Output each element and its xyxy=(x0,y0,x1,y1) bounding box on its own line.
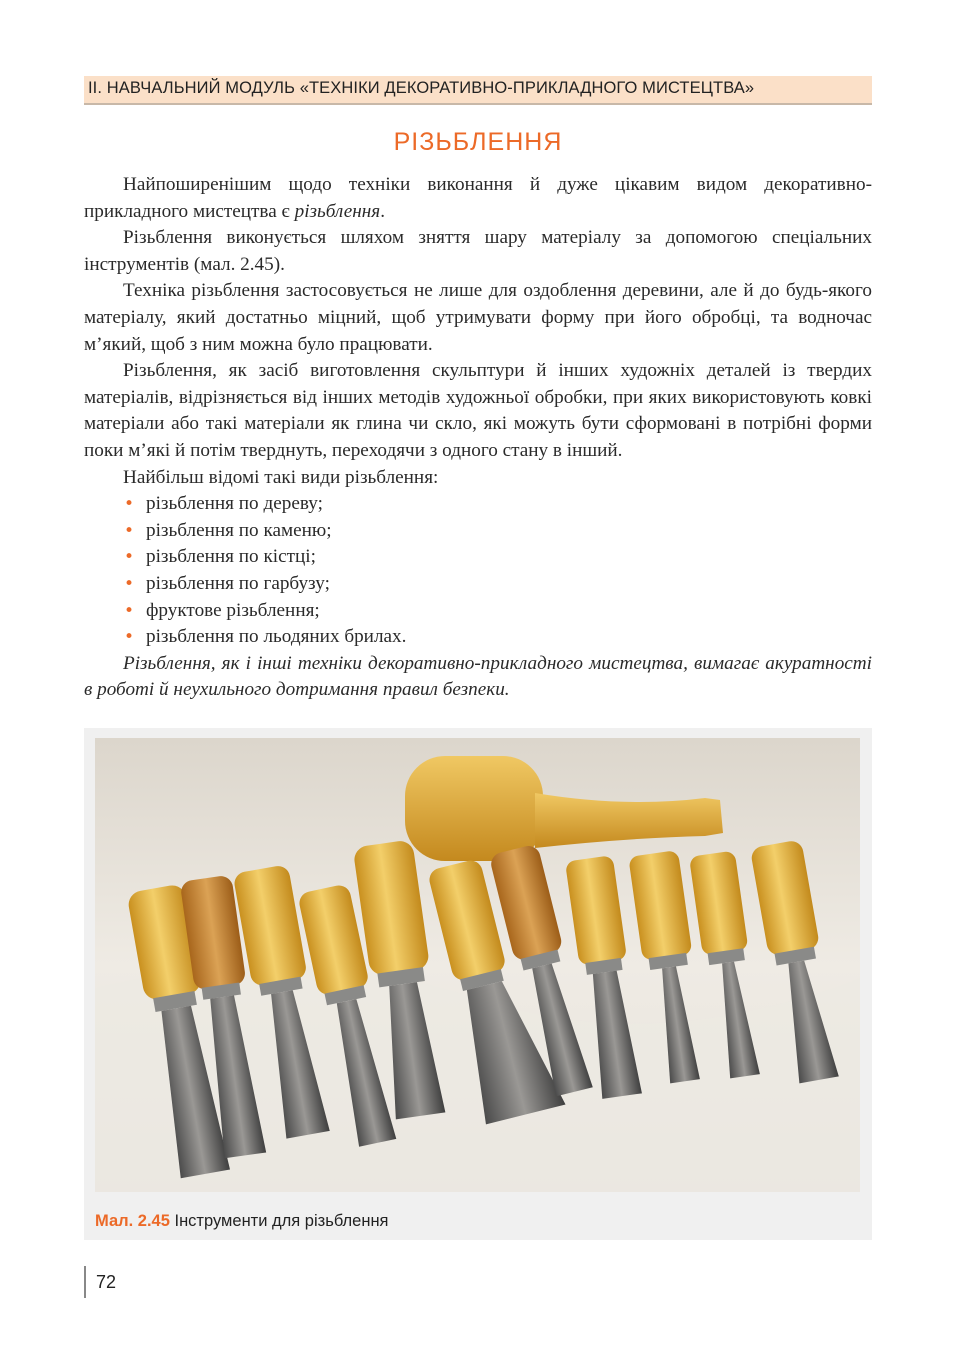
figure-caption xyxy=(95,1212,389,1231)
paragraph-4: Різьблення, як засіб виготовлення скульптури й інших художніх деталей із твердих матеріалів, відрізняється від інших методів художньої обробки, при яких використовують ковкі матеріали або такі матеріали як глина чи скло, які можуть бути сформовані в потрібні форми поки м’які й потім тверднуть, переходячи з одного стану в інший. xyxy=(84,360,872,461)
paragraph-1-term: різьблення xyxy=(294,200,381,222)
carving-types-list xyxy=(84,491,872,651)
list-item-text: різьблення по гарбузу; xyxy=(146,572,330,594)
list-item xyxy=(84,518,872,545)
bullet-icon: • xyxy=(124,494,135,515)
paragraph-5: Найбільш відомі такі види різьблення: xyxy=(123,466,439,488)
bullet-icon: • xyxy=(124,573,135,594)
page-number: 72 xyxy=(96,1272,117,1292)
list-item xyxy=(84,571,872,598)
bullet-icon: • xyxy=(124,600,135,621)
list-item-text: фруктове різьблення; xyxy=(146,599,320,621)
list-item-text: різьблення по каменю; xyxy=(146,519,332,541)
running-header xyxy=(84,76,872,105)
paragraph-2: Різьблення виконується шляхом зняття шару матеріалу за допомогою спеціальних інструментів (мал. 2.45). xyxy=(84,227,872,275)
list-item-text: різьблення по дереву; xyxy=(146,493,323,515)
paragraph-1-end: . xyxy=(380,200,386,222)
page-number-rule xyxy=(84,1266,86,1298)
figure-caption-text: Інструменти для різьблення xyxy=(174,1212,389,1230)
paragraph-6: Різьблення, як і інші техніки декоративно-прикладного мистецтва, вимагає акуратності в роботі й неухильного дотримання правил безпеки. xyxy=(84,652,872,701)
list-item xyxy=(84,491,872,518)
body-text xyxy=(84,172,872,704)
list-item xyxy=(84,624,872,651)
list-item-text: різьблення по кістці; xyxy=(146,546,316,568)
bullet-icon: • xyxy=(124,627,135,648)
bullet-icon: • xyxy=(124,520,135,541)
running-header-text: II. НАВЧАЛЬНИЙ МОДУЛЬ «ТЕХНІКИ ДЕКОРАТИВНО-ПРИКЛАДНОГО МИСТЕЦТВА» xyxy=(88,79,755,97)
page-title: РІЗЬБЛЕННЯ xyxy=(393,128,563,156)
figure-label: Мал. 2.45 xyxy=(95,1212,170,1230)
carving-tools-photo xyxy=(95,738,860,1192)
list-item xyxy=(84,544,872,571)
paragraph-1 xyxy=(84,172,872,225)
paragraph-1-text: Найпоширенішим щодо техніки виконання й дуже цікавим видом декоративно-прикладного мистецтва є xyxy=(84,174,872,222)
list-item-text: різьблення по льодяних брилах. xyxy=(146,626,407,648)
bullet-icon: • xyxy=(124,547,135,568)
paragraph-3: Техніка різьблення застосовується не лише для оздоблення деревини, але й до будь-якого матеріалу, який достатньо міцний, щоб утримувати форму при його обробці, та водночас м’який, щоб з ним можна було працювати. xyxy=(84,280,872,355)
list-item xyxy=(84,598,872,625)
figure xyxy=(84,728,872,1240)
